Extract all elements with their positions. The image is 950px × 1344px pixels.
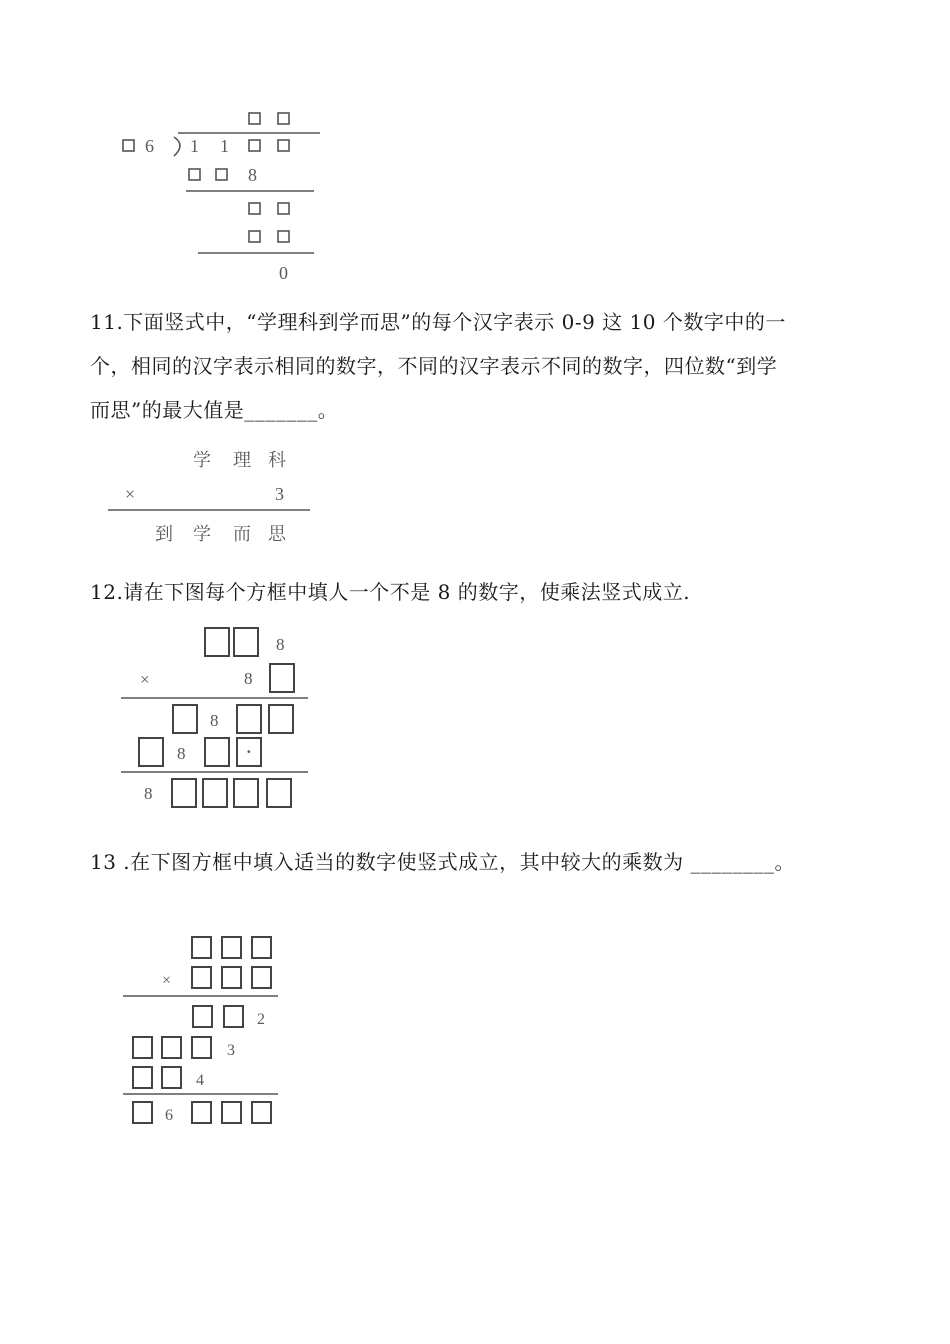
- digit-box: [222, 967, 241, 988]
- question-11: [90, 300, 890, 432]
- dividend-box: [278, 140, 289, 151]
- q12-dot: ·: [246, 742, 252, 761]
- final-remainder: 0: [279, 263, 288, 283]
- q12-top-digit: 8: [276, 635, 285, 654]
- q12-figure: [118, 622, 318, 817]
- digit-box: [133, 1067, 152, 1088]
- digit-box: [252, 1102, 271, 1123]
- dividend-box: [249, 140, 260, 151]
- question-12: [90, 570, 890, 614]
- digit-box: [162, 1037, 181, 1058]
- digit-box: [192, 1102, 211, 1123]
- digit-box: [192, 967, 211, 988]
- digit-box: [234, 628, 258, 656]
- remainder-box: [249, 203, 260, 214]
- digit-box: [205, 738, 229, 766]
- quotient-box: [278, 113, 289, 124]
- q13-partial2-digit: 3: [227, 1042, 235, 1059]
- q13-figure: [118, 930, 298, 1130]
- digit-box: [173, 705, 197, 733]
- division-bracket: [174, 137, 180, 156]
- q11-result-char: 而: [233, 524, 251, 544]
- partial-box: [189, 169, 200, 180]
- digit-box: [133, 1102, 152, 1123]
- question-11-line-1: 11.下面竖式中，“学理科到学而思”的每个汉字表示 0-9 这 10 个数字中的一: [90, 310, 786, 334]
- dividend-digit: 1: [220, 136, 229, 156]
- digit-box: [222, 1102, 241, 1123]
- question-11-line-3: 而思”的最大值是_______。: [90, 398, 339, 422]
- digit-box: [252, 937, 271, 958]
- digit-box: [267, 779, 291, 807]
- quotient-box: [249, 113, 260, 124]
- division-figure: [110, 100, 340, 290]
- q11-top-char: 理: [233, 450, 251, 470]
- digit-box: [222, 937, 241, 958]
- digit-box: [172, 779, 196, 807]
- q11-figure: [105, 440, 325, 550]
- subtract-box: [278, 231, 289, 242]
- q13-partial3-digit: 4: [196, 1072, 204, 1089]
- q11-result-char: 学: [193, 524, 211, 544]
- remainder-box: [278, 203, 289, 214]
- multiply-sign: ×: [140, 670, 150, 689]
- q11-result-char: 到: [155, 524, 173, 544]
- digit-box: [192, 937, 211, 958]
- digit-box: [270, 664, 294, 692]
- multiply-sign: ×: [162, 972, 172, 989]
- partial-box: [216, 169, 227, 180]
- digit-box: [205, 628, 229, 656]
- digit-box: [224, 1006, 243, 1027]
- question-12-line-1: 12.请在下图每个方框中填人一个不是 8 的数字，使乘法竖式成立.: [90, 580, 691, 604]
- q11-multiplier: 3: [275, 484, 284, 504]
- multiply-sign: ×: [125, 484, 136, 504]
- divisor-box: [123, 140, 134, 151]
- q11-top-char: 学: [193, 450, 211, 470]
- q11-top-char: 科: [268, 450, 286, 470]
- q13-partial1-digit: 2: [257, 1011, 265, 1028]
- q12-result-digit: 8: [144, 784, 153, 803]
- q12-multiplier-digit: 8: [244, 669, 253, 688]
- q13-result-digit: 6: [165, 1107, 173, 1124]
- partial-digit: 8: [248, 165, 257, 185]
- digit-box: [133, 1037, 152, 1058]
- question-11-line-2: 个，相同的汉字表示相同的数字，不同的汉字表示不同的数字，四位数“到学: [90, 354, 778, 378]
- digit-box: [193, 1006, 212, 1027]
- question-13-line-1: 13 .在下图方框中填入适当的数字使竖式成立，其中较大的乘数为 ________。: [90, 850, 796, 874]
- digit-box: [252, 967, 271, 988]
- digit-box: [234, 779, 258, 807]
- digit-box: [139, 738, 163, 766]
- divisor-digit: 6: [145, 136, 154, 156]
- q11-result-char: 思: [268, 524, 286, 544]
- q12-partial1-digit: 8: [210, 711, 219, 730]
- digit-box: [237, 705, 261, 733]
- digit-box: [269, 705, 293, 733]
- question-13: [90, 840, 920, 884]
- dividend-digit: 1: [190, 136, 199, 156]
- digit-box: [192, 1037, 211, 1058]
- q12-partial2-digit: 8: [177, 744, 186, 763]
- subtract-box: [249, 231, 260, 242]
- digit-box: [162, 1067, 181, 1088]
- digit-box: [203, 779, 227, 807]
